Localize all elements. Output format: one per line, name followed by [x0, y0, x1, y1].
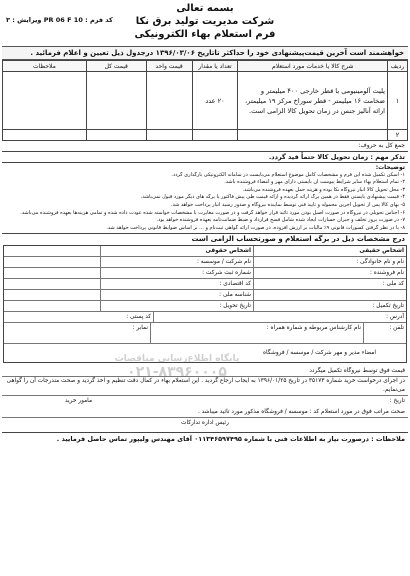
remark-cell[interactable]: [3, 72, 87, 130]
date-label: تاریخ :: [389, 398, 405, 405]
economic-code-field[interactable]: کد اقتصادی :: [100, 279, 253, 289]
seller-name-field[interactable]: نام فروشنده :: [253, 268, 406, 278]
deadline-bar: خواهشمند است آخرین قیمت‌پیشنهادی خود را حداکثر تاتاریخ ۱۳۹۶/۰۳/۰۶ درجدول ذیل تعیین و اعلام فرمائید .: [2, 46, 408, 60]
seller-row: [4, 290, 406, 301]
watermark: [102, 354, 252, 394]
row-number: ۱: [388, 72, 408, 130]
remark-cell[interactable]: [3, 130, 87, 141]
table-row: [3, 130, 408, 141]
col-header: قیمت واحد: [146, 61, 192, 72]
confirmation-line: صحت مراتب فوق در مورد استعلام کد : موسسه / فروشگاه مذکور مورد تائید میباشد .: [2, 407, 408, 418]
item-quantity[interactable]: [192, 130, 238, 141]
item-quantity: ۲۰ عدد: [192, 72, 238, 130]
col-header: تعداد یا مقدار: [192, 61, 238, 72]
total-price-cell[interactable]: [86, 72, 146, 130]
sum-in-words: جمع کل به حروف:: [2, 141, 408, 152]
head-signature-row: [2, 418, 408, 429]
expert-mobile-field[interactable]: نام کارشناس مربوطه و شماره همراه :: [150, 323, 363, 343]
footer-note: ملاحظات : درصورت نیاز به اطلاعات فنی با شماره ۰۱۱۳۴۶۵۹۷۴۹۵ آقای مهندس ولیپور تماس حاصل فرمایید .: [2, 432, 408, 445]
buyer-signature-row: [2, 396, 408, 407]
col-header: قیمت کل: [86, 61, 146, 72]
note-item: ۱- اسکن تکمیل شده این فرم و مشخصات کامل موضوع استعلام می‌بایست در سامانه الکترونیکی بارگذاری گردد.: [171, 171, 405, 178]
unit-price-cell[interactable]: [146, 72, 192, 130]
fax-field[interactable]: نمابر :: [132, 325, 148, 332]
national-code-field[interactable]: کد ملی :: [253, 279, 406, 289]
notes-block: [2, 163, 408, 234]
seller-info-box: [3, 245, 407, 363]
note-item: ۶- اجناس تحویلی در نیروگاه در صورت اصیل بودن مورد تائید قرار خواهد گرفت و در صورت مغایرت با مشخصات خواسته شده عودت داده شده و تمامی هزینه‌ها بعهده فروشنده می‌باشد.: [20, 209, 405, 216]
head-label: رئیس اداره تدارکات: [181, 420, 229, 427]
note-item: ۳- محل تحویل کالا انبار نیروگاه نکا بوده و هزینه حمل بعهده فروشنده می‌باشد.: [242, 186, 405, 193]
national-id-field[interactable]: شناسه ملی :: [100, 290, 253, 300]
delivery-date-field[interactable]: تاریخ تحویل :: [100, 301, 253, 311]
note-item: ۷- در صورت بروز تخلف و جبران خسارات ایجاد شده شامل فسخ قرارداد و ضبط ضمانت‌نامه بعهده فروشنده خواهد بود.: [156, 217, 405, 224]
address-field[interactable]: آدرس :: [153, 312, 406, 322]
seller-section-title: درج مشخصات ذیل در برگه استعلام و صورتحساب الزامی است: [191, 235, 405, 244]
form-header: [2, 2, 408, 46]
total-price-cell[interactable]: [86, 130, 146, 141]
col-header: ردیف: [388, 61, 408, 72]
items-table: [2, 60, 408, 141]
unit-price-cell[interactable]: [146, 130, 192, 141]
col-header: شرح کالا یا خدمات مورد استعلام: [238, 61, 388, 72]
company-name-field[interactable]: نام شرکت / موسسه :: [100, 257, 253, 267]
note-item: ۵- بهای کالا پس از تحویل آخرین محموله و تایید فنی توسط نماینده نیروگاه و صدور رسید انبار پرداخت خواهد شد.: [170, 201, 405, 208]
seller-row: [4, 312, 406, 323]
row-number: ۲: [388, 130, 408, 141]
full-name-field[interactable]: نام و نام خانوادگی :: [253, 257, 406, 267]
seller-row: [4, 301, 406, 312]
form-code: کد فرم : PR 06 F 10 ویرایش : ۳: [6, 16, 113, 24]
seller-row: [4, 268, 406, 279]
table-header-row: [3, 61, 408, 72]
buyer-label: مامور خرید: [65, 398, 93, 405]
completion-date-field[interactable]: تاریخ تکمیل :: [253, 301, 406, 311]
item-description[interactable]: [238, 130, 388, 141]
reference-paragraph: در اجرای درخواست خرید شماره ۳۵۱۷۳ در تاریخ ۱۳۹۶/۰۱/۲۵ به ایجاب ارجاع گردید . این استعلام بهاء در کمال دقت تنظیم و اخذ گردید و صحت مندرجات آن را گواهی می‌نمایم.: [2, 377, 408, 396]
watermark-text: پایگاه اطلاع‌رسانی مناقصات: [114, 354, 240, 364]
completion-note: قیمت فوق توسط نیروگاه تکمیل میگردد: [2, 366, 408, 377]
inquiry-form: [2, 2, 408, 574]
registration-number-field[interactable]: شماره ثبت شرکت :: [100, 268, 253, 278]
note-item: ۲- تمام استعلام بهاء سایر شرایط پیوست آن بایستی دارای مهر و امضاء فروشنده باشد.: [224, 179, 405, 186]
note-item: ۴- قیمت پیشنهادی بایستی فقط در همین برگ ارائه گردیده و ارائه قیمت طی پیش فاکتور یا برگه های دیگر مورد قبول نمی‌باشد.: [140, 194, 405, 201]
watermark-phone: ۰۲۱-۸۳۹۶۰۰۰۵: [127, 364, 227, 380]
notes-title: توضیحات:: [375, 164, 405, 171]
phone-field[interactable]: تلفن :: [363, 323, 406, 343]
col-header: ملاحظات: [3, 61, 87, 72]
empty-cell: [253, 290, 406, 300]
natural-person-label: اشخاص حقیقی: [253, 246, 406, 256]
company-name: شرکت مدیریت تولید برق نکا: [135, 16, 275, 27]
note-item: ۸- با در نظر گرفتن کسورات قانونی ۹٪ مالیات بر ارزش افزوده، در صورت ارائه گواهی ثبت‌نام و ... بر اساس ضوابط قانونی پرداخت خواهد شد.: [106, 224, 405, 231]
seller-row: [4, 246, 406, 257]
table-row: [3, 72, 408, 130]
form-title: فرم استعلام بهاء الکترونیکی: [134, 29, 276, 40]
postal-code-field[interactable]: کد پستی :: [126, 314, 151, 321]
seller-row: [4, 257, 406, 268]
seller-row: [4, 279, 406, 290]
basmala: بسمه تعالی: [176, 3, 234, 14]
item-description: پلیت آلومینیومی با قطر خارجی ۴۰۰ میلیمتر و ضخامت ۱۶ میلیمتر - قطر سوراخ مرکز ۱۹ میلیمتر، ارائه آنالیز جنس در زمان تحویل کالا الزامی است.: [238, 72, 388, 130]
delivery-note: تذکر مهم : زمان تحویل کالا حتماً قید گردد.: [2, 152, 408, 163]
stamp-signature-field[interactable]: امضاء مدیر و مهر شرکت / موسسه / فروشگاه: [263, 350, 376, 357]
seller-row: [4, 323, 406, 344]
legal-entity-label: اشخاص حقوقی: [100, 246, 253, 256]
